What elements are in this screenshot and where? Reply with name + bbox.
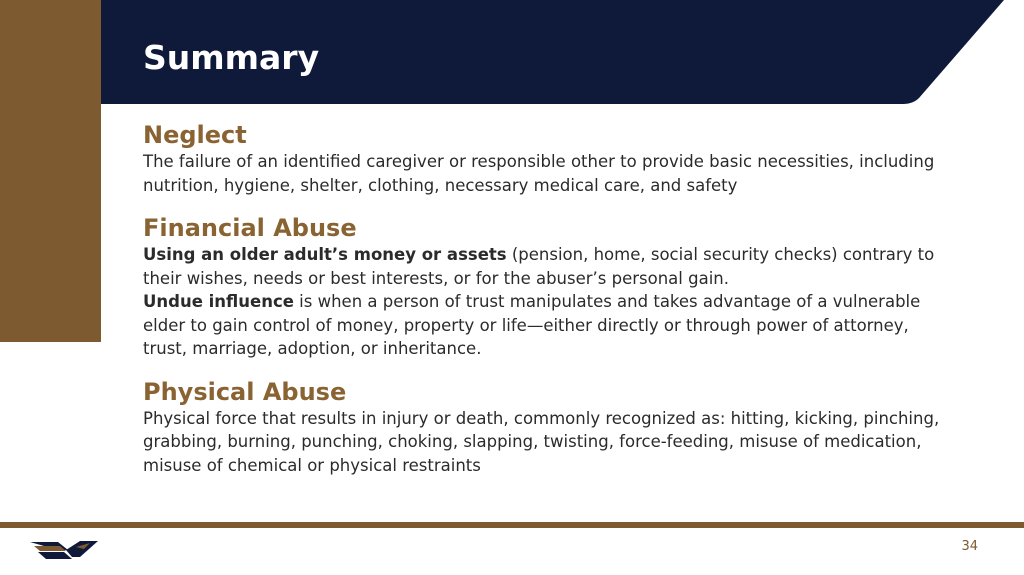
section-heading: Neglect: [143, 121, 247, 149]
section-body: Physical force that results in injury or death, commonly recognized as: hitting, kicking, pinching, grabbing, burning, punching, choking, slapping, twisting, force-feeding, misuse of medication, misuse of chemical or physical restraints: [143, 408, 940, 475]
section-body: The failure of an identified caregiver or responsible other to provide basic necessities, including nutrition, hygiene, shelter, clothing, necessary medical care, and safety: [143, 152, 935, 195]
content-area: [143, 120, 943, 493]
page-number: 34: [961, 539, 978, 554]
bold-undue-influence: Undue influence: [143, 292, 294, 311]
lead-text: (pension, home, social security checks) contrary to their wishes, needs or best interests, or for the abuser’s personal gain.: [143, 245, 935, 288]
winged-eagle-logo-icon: [28, 537, 100, 563]
bold-lead: Using an older adult’s money or assets: [143, 245, 507, 264]
footer-rule: [0, 522, 1024, 528]
section-heading: Financial Abuse: [143, 214, 357, 242]
section-heading: Physical Abuse: [143, 377, 347, 406]
undue-influence-text: is when a person of trust manipulates and takes advantage of a vulnerable elder to gain control of money, property or life—either directly or through power of attorney, trust, marriage, adoption, or inheritance.: [143, 292, 921, 358]
section-neglect: [143, 120, 943, 197]
page-title: Summary: [143, 38, 320, 77]
side-accent-bar: [0, 0, 101, 342]
section-physical-abuse: [143, 377, 943, 478]
section-financial-abuse: [143, 213, 943, 361]
section-body: [143, 243, 943, 361]
